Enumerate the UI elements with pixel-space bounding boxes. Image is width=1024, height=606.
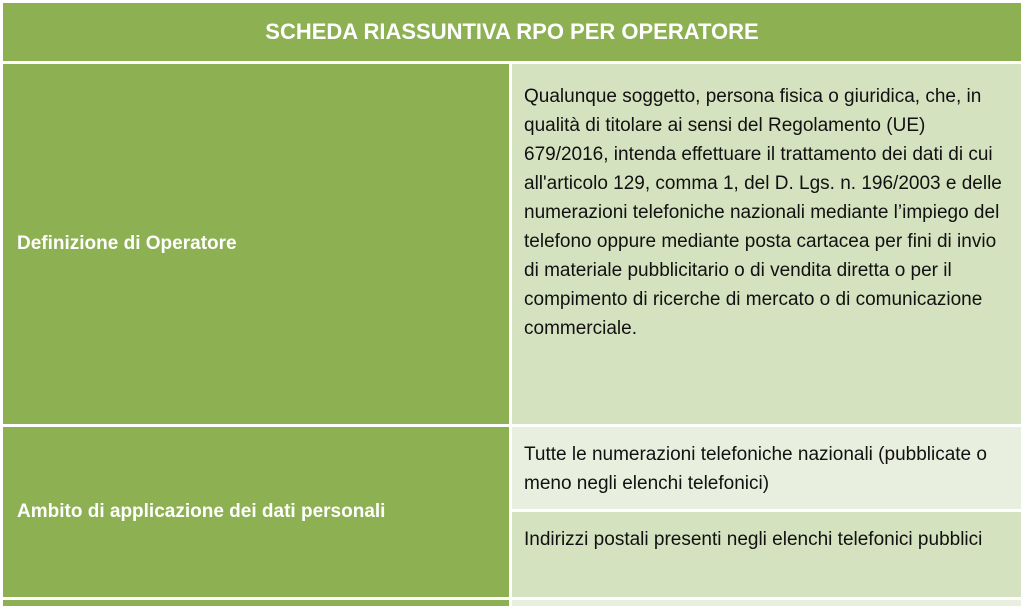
row-value-scope-addresses: Indirizzi postali presenti negli elenchi telefonici pubblici [512,512,1021,597]
row-value-next [512,600,1021,606]
table-header [3,3,1021,61]
row-label-text: Definizione di Operatore [17,233,237,254]
row-label-scope [3,427,509,597]
table-title: SCHEDA RIASSUNTIVA RPO PER OPERATORE [265,19,759,44]
row-label-definition [3,64,509,424]
row-label-next [3,600,509,606]
row-value-scope-numbers: Tutte le numerazioni telefoniche nazionali (pubblicate o meno negli elenchi telefonici) [512,427,1021,509]
row-label-text: Ambito di applicazione dei dati personali [17,501,386,522]
row-value-definition: Qualunque soggetto, persona fisica o giuridica, che, in qualità di titolare ai sensi del Regolamento (UE) 679/2016, intenda effettuare il trattamento dei dati di cui all'articolo 129, comma 1, del D. Lgs. n. 196/2003 e delle numerazioni telefoniche nazionali mediante l’impiego del telefono oppure mediante posta cartacea per fini di invio di materiale pubblicitario o di vendita diretta o per il compimento di ricerche di mercato o di comunicazione commerciale. [512,64,1021,424]
